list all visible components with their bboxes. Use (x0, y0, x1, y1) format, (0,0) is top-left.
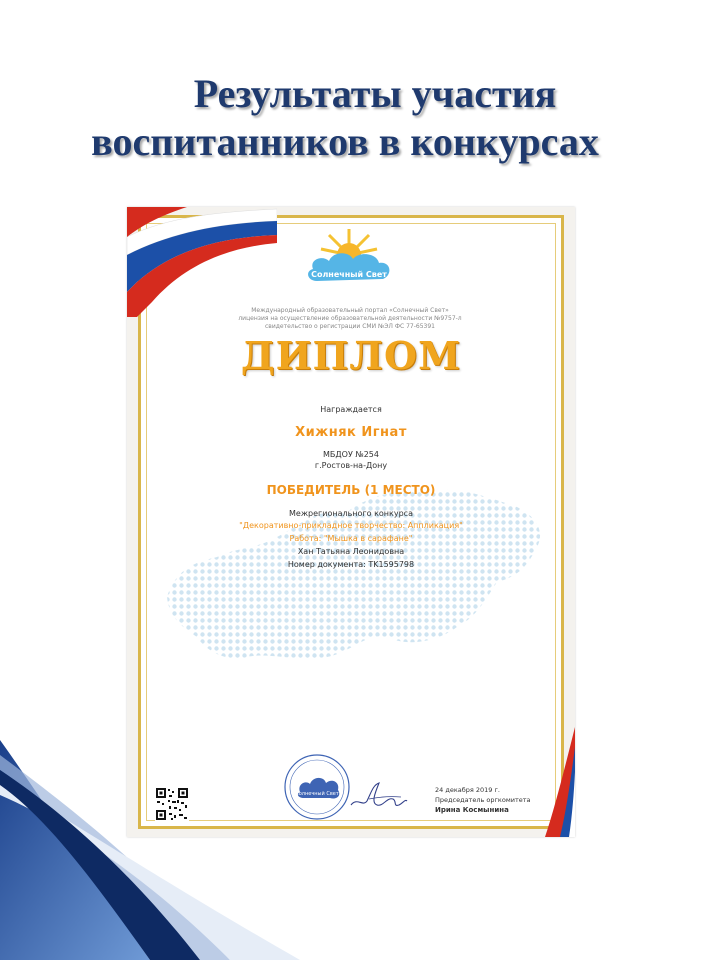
russia-map-icon (157, 477, 547, 677)
signature-icon (349, 777, 409, 812)
slide-title-line2: воспитанников в конкурсах (91, 119, 599, 164)
recipient-name: Хижняк Игнат (295, 425, 407, 440)
signer-title: Председатель оргкомитета (435, 796, 531, 804)
corner-decoration-icon (0, 740, 300, 960)
document-number: Номер документа: TK1595798 (287, 560, 415, 569)
organization: МБДОУ №254 (323, 450, 379, 459)
portal-info-line2: лицензия на осуществление образовательной деятельности №9757-л (238, 315, 462, 322)
diploma-heading: ДИПЛОМ (240, 333, 462, 378)
solnechny-svet-logo-icon (299, 225, 399, 295)
document-date: 24 декабря 2019 г. (435, 786, 500, 794)
signature-block (435, 785, 531, 815)
portal-info (187, 307, 513, 331)
place-title: ПОБЕДИТЕЛЬ (1 МЕСТО) (266, 483, 436, 497)
signer-name: Ирина Космынина (435, 806, 509, 814)
portal-info-line1: Международный образовательный портал «Солнечный Свет» (251, 307, 449, 314)
contest-name: "Декоративно-прикладное творчество: Аппликация" (239, 521, 463, 530)
slide-title-line1: Результаты участия (193, 71, 557, 116)
contest-label: Межрегионального конкурса (289, 509, 413, 518)
city: г.Ростов-на-Дону (314, 461, 388, 470)
awarded-label: Награждается (320, 405, 382, 414)
portal-info-line3: свидетельство о регистрации СМИ №ЭЛ ФС 77-65391 (265, 323, 435, 330)
work-title: Работа: "Мышка в сарафане" (289, 534, 413, 543)
flag-ribbon-corner-icon (515, 727, 575, 837)
teacher-name: Хан Татьяна Леонидовна (297, 547, 405, 556)
slide-title (0, 70, 720, 166)
logo-text: Солнечный Свет (311, 270, 387, 279)
organization-block (127, 449, 575, 471)
seal-text: Солнечный Свет (295, 791, 339, 797)
flag-ribbon-icon (127, 207, 277, 317)
